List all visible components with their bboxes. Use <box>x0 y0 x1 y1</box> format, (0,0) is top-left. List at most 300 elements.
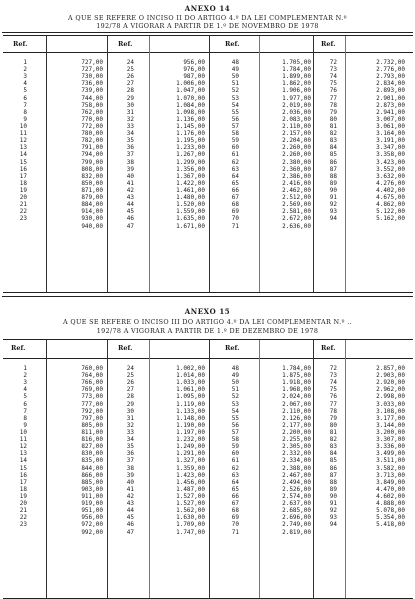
ref-number: 32 <box>126 115 134 123</box>
ref-number: 93 <box>329 514 337 522</box>
annex-15-title: ANEXO 15 <box>184 307 231 316</box>
annex-14-ref-header-4: Ref. <box>321 40 336 48</box>
annex-14-refs-2 <box>109 59 134 230</box>
value-cell: 770,00 <box>81 115 103 123</box>
value-cell: 744,00 <box>81 94 103 102</box>
value-cell: 2.834,00 <box>376 80 405 88</box>
ref-number: 12 <box>19 443 27 451</box>
value-cell: 2.637,00 <box>282 500 311 508</box>
value-cell: 1.671,00 <box>176 222 205 230</box>
value-cell: 1.233,00 <box>176 144 205 152</box>
ref-number: 62 <box>231 464 239 472</box>
ref-number: 15 <box>19 464 27 472</box>
ref-number: 22 <box>19 208 27 216</box>
value-cell: 2.793,00 <box>376 73 405 81</box>
ref-number: 47 <box>126 528 134 536</box>
annex-14-col-divider <box>259 36 260 292</box>
ref-number: 28 <box>126 87 134 95</box>
value-cell: 3.007,00 <box>376 115 405 123</box>
annex-14-ref-header-1: Ref. <box>13 40 28 48</box>
value-cell: 2.685,00 <box>282 507 311 515</box>
annex-15-col-divider <box>313 340 314 598</box>
ref-number: 78 <box>329 407 337 415</box>
value-cell: 2.901,00 <box>376 94 405 102</box>
value-cell: 3.632,00 <box>376 172 405 180</box>
value-cell: 811,00 <box>81 428 103 436</box>
ref-number: 41 <box>126 179 134 187</box>
value-cell: 956,00 <box>183 59 205 66</box>
ref-number: 28 <box>126 393 134 401</box>
ref-number: 49 <box>231 372 239 380</box>
value-cell: 3.033,00 <box>376 400 405 408</box>
ref-number: 48 <box>231 59 239 66</box>
annex-15-top-rule <box>2 296 413 297</box>
value-cell: 2.569,00 <box>282 201 311 209</box>
value-cell: 791,00 <box>81 144 103 152</box>
ref-number: 52 <box>231 393 239 401</box>
ref-number: 10 <box>19 428 27 436</box>
ref-number: 60 <box>231 144 239 152</box>
value-cell: 919,00 <box>81 500 103 508</box>
value-cell: 1.747,00 <box>176 528 205 536</box>
ref-number: 80 <box>329 421 337 429</box>
ref-number: 59 <box>231 443 239 451</box>
ref-number: 83 <box>329 137 337 145</box>
ref-number: 74 <box>329 73 337 81</box>
value-cell: 2.019,00 <box>282 101 311 109</box>
value-cell: 1.359,00 <box>176 464 205 472</box>
ref-number: 66 <box>231 186 239 194</box>
ref-number: 51 <box>231 386 239 394</box>
ref-number: 65 <box>231 179 239 187</box>
ref-number: 66 <box>231 492 239 500</box>
value-cell: 2.903,00 <box>376 372 405 380</box>
value-cell: 2.332,00 <box>282 450 311 458</box>
value-cell: 3.336,00 <box>376 443 405 451</box>
ref-number: 38 <box>126 158 134 166</box>
ref-number: 42 <box>126 492 134 500</box>
value-cell: 1.133,00 <box>176 407 205 415</box>
value-cell: 1.875,00 <box>282 372 311 380</box>
ref-number: 56 <box>231 115 239 123</box>
ref-number: 67 <box>231 194 239 202</box>
ref-number: 19 <box>19 186 27 194</box>
annex-15-ref-header-1: Ref. <box>11 344 26 352</box>
value-cell: 2.260,00 <box>282 144 311 152</box>
ref-number: 20 <box>19 500 27 508</box>
ref-number: 78 <box>329 101 337 109</box>
annex-14-values-2 <box>151 59 205 230</box>
value-cell: 1.968,00 <box>282 386 311 394</box>
value-cell: 3.347,00 <box>376 144 405 152</box>
ref-number: 45 <box>126 514 134 522</box>
ref-number: 19 <box>19 492 27 500</box>
ref-number: 83 <box>329 443 337 451</box>
value-cell: 1.367,00 <box>176 172 205 180</box>
value-cell: 903,00 <box>81 485 103 493</box>
ref-number: 75 <box>329 386 337 394</box>
ref-number: 58 <box>231 436 239 444</box>
value-cell: 835,00 <box>81 457 103 465</box>
ref-number: 90 <box>329 492 337 500</box>
value-cell: 1.095,00 <box>176 393 205 401</box>
ref-number: 80 <box>329 115 337 123</box>
ref-number: 13 <box>19 144 27 152</box>
ref-number: 14 <box>19 151 27 159</box>
value-cell: 1.630,00 <box>176 514 205 522</box>
annex-15-values-3 <box>261 365 311 536</box>
ref-number: 3 <box>23 73 27 81</box>
value-cell: 5.122,00 <box>376 208 405 216</box>
ref-number: 62 <box>231 158 239 166</box>
value-cell: 2.024,00 <box>282 393 311 401</box>
ref-number: 41 <box>126 485 134 493</box>
ref-number: 61 <box>231 151 239 159</box>
ref-number: 92 <box>329 201 337 209</box>
value-cell: 1.267,00 <box>176 151 205 159</box>
ref-number: 89 <box>329 485 337 493</box>
value-cell: 4.888,00 <box>376 500 405 508</box>
value-cell: 2.067,00 <box>282 400 311 408</box>
annex-15-ref-header-2: Ref. <box>118 344 133 352</box>
value-cell: 3.582,00 <box>376 464 405 472</box>
ref-number: 4 <box>23 386 27 394</box>
ref-number: 33 <box>126 428 134 436</box>
ref-number: 7 <box>23 407 27 415</box>
value-cell: 2.467,00 <box>282 471 311 479</box>
ref-number: 88 <box>329 478 337 486</box>
annex-15-col-divider <box>345 340 346 598</box>
ref-number: 44 <box>126 201 134 209</box>
value-cell: 2.581,00 <box>282 208 311 216</box>
value-cell: 956,00 <box>81 514 103 522</box>
value-cell: 727,00 <box>81 59 103 66</box>
ref-number: 25 <box>126 372 134 380</box>
value-cell: 1.562,00 <box>176 507 205 515</box>
ref-number: 23 <box>19 521 27 529</box>
ref-number: 14 <box>19 457 27 465</box>
value-cell: 2.255,00 <box>282 436 311 444</box>
value-cell: 2.962,00 <box>376 386 405 394</box>
value-cell: 1.527,00 <box>176 500 205 508</box>
ref-number: 31 <box>126 108 134 116</box>
ref-number: 91 <box>329 194 337 202</box>
ref-number: 36 <box>126 450 134 458</box>
value-cell: 1.784,00 <box>282 365 311 372</box>
ref-number: 23 <box>19 215 27 223</box>
ref-number: 71 <box>231 222 239 230</box>
value-cell: 2.574,00 <box>282 492 311 500</box>
value-cell: 940,00 <box>81 222 103 230</box>
value-cell: 739,00 <box>81 87 103 95</box>
ref-number: 35 <box>126 137 134 145</box>
annex-15-values-2 <box>151 365 205 536</box>
value-cell: 844,00 <box>81 464 103 472</box>
value-cell: 1.487,00 <box>176 485 205 493</box>
ref-number: 26 <box>126 379 134 387</box>
value-cell: 4.675,00 <box>376 194 405 202</box>
ref-number: 68 <box>231 507 239 515</box>
ref-number: 77 <box>329 94 337 102</box>
value-cell: 830,00 <box>81 450 103 458</box>
ref-number: 36 <box>126 144 134 152</box>
annex-15-table <box>3 339 413 599</box>
ref-number: 69 <box>231 208 239 216</box>
ref-number: 10 <box>19 122 27 130</box>
value-cell: 2.110,00 <box>282 407 311 415</box>
ref-number: 70 <box>231 215 239 223</box>
value-cell: 760,00 <box>81 365 103 372</box>
ref-number: 65 <box>231 485 239 493</box>
ref-number: 55 <box>231 108 239 116</box>
value-cell: 1.356,00 <box>176 165 205 173</box>
value-cell: 2.920,00 <box>376 379 405 387</box>
value-cell: 2.893,00 <box>376 87 405 95</box>
value-cell: 2.380,00 <box>282 158 311 166</box>
value-cell: 1.977,00 <box>282 94 311 102</box>
value-cell: 951,00 <box>81 507 103 515</box>
ref-number: 63 <box>231 165 239 173</box>
value-cell: 3.061,00 <box>376 122 405 130</box>
ref-number: 45 <box>126 208 134 216</box>
ref-number: 90 <box>329 186 337 194</box>
ref-number: 76 <box>329 87 337 95</box>
ref-number: 54 <box>231 407 239 415</box>
ref-number: 53 <box>231 400 239 408</box>
value-cell: 2.260,00 <box>282 151 311 159</box>
annex-15-col-divider <box>149 340 150 598</box>
ref-number: 26 <box>126 73 134 81</box>
ref-number: 2 <box>23 66 27 74</box>
ref-number: 5 <box>23 87 27 95</box>
value-cell: 1.145,00 <box>176 122 205 130</box>
value-cell: 808,00 <box>81 165 103 173</box>
value-cell: 1.098,00 <box>176 108 205 116</box>
value-cell: 1.176,00 <box>176 130 205 138</box>
ref-number: 64 <box>231 478 239 486</box>
value-cell: 1.002,00 <box>176 365 205 372</box>
ref-number: 38 <box>126 464 134 472</box>
value-cell: 884,00 <box>81 201 103 209</box>
value-cell: 1.520,00 <box>176 201 205 209</box>
ref-number: 74 <box>329 379 337 387</box>
value-cell: 3.307,00 <box>376 436 405 444</box>
ref-number: 44 <box>126 507 134 515</box>
ref-number: 8 <box>23 414 27 422</box>
annex-15-refs-4 <box>315 365 337 529</box>
value-cell: 4.602,00 <box>376 492 405 500</box>
annex-14-values-1 <box>49 59 103 230</box>
value-cell: 4.470,00 <box>376 485 405 493</box>
ref-number: 56 <box>231 421 239 429</box>
ref-number: 81 <box>329 428 337 436</box>
value-cell: 772,00 <box>81 122 103 130</box>
ref-number: 50 <box>231 73 239 81</box>
ref-number: 54 <box>231 101 239 109</box>
value-cell: 1.527,00 <box>176 492 205 500</box>
value-cell: 2.672,00 <box>282 215 311 223</box>
ref-number: 27 <box>126 80 134 88</box>
value-cell: 3.423,00 <box>376 158 405 166</box>
ref-number: 87 <box>329 165 337 173</box>
annex-14-col-divider <box>313 36 314 292</box>
value-cell: 1.784,00 <box>282 66 311 74</box>
ref-number: 91 <box>329 500 337 508</box>
annex-14-col-divider <box>46 36 47 292</box>
annex-14-col-divider <box>149 36 150 292</box>
ref-number: 67 <box>231 500 239 508</box>
ref-number: 57 <box>231 122 239 130</box>
value-cell: 1.047,00 <box>176 87 205 95</box>
annex-15-refs-3 <box>211 365 239 536</box>
annex-14-top-rule <box>2 32 413 33</box>
ref-number: 52 <box>231 87 239 95</box>
ref-number: 87 <box>329 471 337 479</box>
value-cell: 1.480,00 <box>176 194 205 202</box>
value-cell: 5.162,00 <box>376 215 405 223</box>
ref-number: 1 <box>23 59 27 66</box>
ref-number: 11 <box>19 436 27 444</box>
ref-number: 12 <box>19 137 27 145</box>
ref-number: 37 <box>126 457 134 465</box>
value-cell: 1.014,00 <box>176 372 205 380</box>
ref-number: 84 <box>329 144 337 152</box>
ref-number: 77 <box>329 400 337 408</box>
ref-number: 92 <box>329 507 337 515</box>
value-cell: 4.402,00 <box>376 186 405 194</box>
ref-number: 17 <box>19 172 27 180</box>
ref-number: 51 <box>231 80 239 88</box>
value-cell: 1.033,00 <box>176 379 205 387</box>
value-cell: 2.819,00 <box>282 528 311 536</box>
ref-number: 72 <box>329 59 337 66</box>
value-cell: 3.177,00 <box>376 414 405 422</box>
value-cell: 2.776,00 <box>376 66 405 74</box>
value-cell: 987,00 <box>183 73 205 81</box>
value-cell: 930,00 <box>81 215 103 223</box>
value-cell: 1.136,00 <box>176 115 205 123</box>
value-cell: 1.918,00 <box>282 379 311 387</box>
ref-number: 75 <box>329 80 337 88</box>
value-cell: 879,00 <box>81 194 103 202</box>
value-cell: 5.418,00 <box>376 521 405 529</box>
annex-15-ref-header-3: Ref. <box>225 344 240 352</box>
value-cell: 782,00 <box>81 137 103 145</box>
annex-15-heading-line1: A QUE SE REFERE O INCISO III DO ARTIGO 4.º DA LEI COMPLEMENTAR N.º .. <box>63 318 352 326</box>
ref-number: 8 <box>23 108 27 116</box>
ref-number: 29 <box>126 400 134 408</box>
annex-14-refs-3 <box>211 59 239 230</box>
value-cell: 2.083,00 <box>282 115 311 123</box>
ref-number: 68 <box>231 201 239 209</box>
ref-number: 39 <box>126 165 134 173</box>
value-cell: 3.713,00 <box>376 471 405 479</box>
ref-number: 59 <box>231 137 239 145</box>
ref-number: 29 <box>126 94 134 102</box>
ref-number: 37 <box>126 151 134 159</box>
value-cell: 5.354,00 <box>376 514 405 522</box>
value-cell: 1.119,00 <box>176 400 205 408</box>
ref-number: 5 <box>23 393 27 401</box>
ref-number: 16 <box>19 165 27 173</box>
ref-number: 43 <box>126 194 134 202</box>
value-cell: 2.526,00 <box>282 485 311 493</box>
value-cell: 976,00 <box>183 66 205 74</box>
value-cell: 3.191,00 <box>376 137 405 145</box>
value-cell: 2.873,00 <box>376 101 405 109</box>
annex-14-table-header <box>3 36 413 53</box>
value-cell: 3.200,00 <box>376 428 405 436</box>
ref-number: 48 <box>231 365 239 372</box>
value-cell: 3.108,00 <box>376 407 405 415</box>
ref-number: 85 <box>329 457 337 465</box>
value-cell: 762,00 <box>81 108 103 116</box>
value-cell: 1.084,00 <box>176 101 205 109</box>
ref-number: 22 <box>19 514 27 522</box>
value-cell: 1.705,00 <box>282 59 311 66</box>
value-cell: 1.195,00 <box>176 137 205 145</box>
annex-15-col-divider <box>209 340 210 598</box>
value-cell: 1.559,00 <box>176 208 205 216</box>
ref-number: 6 <box>23 400 27 408</box>
ref-number: 16 <box>19 471 27 479</box>
value-cell: 2.305,00 <box>282 443 311 451</box>
annex-14-ref-header-3: Ref. <box>225 40 240 48</box>
ref-number: 18 <box>19 485 27 493</box>
value-cell: 1.232,00 <box>176 436 205 444</box>
value-cell: 1.461,00 <box>176 186 205 194</box>
ref-number: 46 <box>126 521 134 529</box>
value-cell: 2.334,00 <box>282 457 311 465</box>
ref-number: 86 <box>329 158 337 166</box>
value-cell: 3.849,00 <box>376 478 405 486</box>
ref-number: 32 <box>126 421 134 429</box>
ref-number: 49 <box>231 66 239 74</box>
ref-number: 2 <box>23 372 27 380</box>
value-cell: 2.200,00 <box>282 428 311 436</box>
value-cell: 727,00 <box>81 66 103 74</box>
ref-number: 73 <box>329 66 337 74</box>
annex-14-refs-1 <box>5 59 27 223</box>
value-cell: 3.144,00 <box>376 421 405 429</box>
value-cell: 2.636,00 <box>282 222 311 230</box>
ref-number: 79 <box>329 108 337 116</box>
value-cell: 1.299,00 <box>176 158 205 166</box>
ref-number: 43 <box>126 500 134 508</box>
value-cell: 730,00 <box>81 73 103 81</box>
annex-15-ref-header-4: Ref. <box>321 344 336 352</box>
annex-15-col-divider <box>107 340 108 598</box>
ref-number: 57 <box>231 428 239 436</box>
value-cell: 2.696,00 <box>282 514 311 522</box>
value-cell: 773,00 <box>81 393 103 401</box>
value-cell: 2.732,00 <box>376 59 405 66</box>
ref-number: 69 <box>231 514 239 522</box>
ref-number: 24 <box>126 365 134 372</box>
ref-number: 60 <box>231 450 239 458</box>
ref-number: 11 <box>19 130 27 138</box>
value-cell: 2.126,00 <box>282 414 311 422</box>
value-cell: 4.862,00 <box>376 201 405 209</box>
ref-number: 58 <box>231 130 239 138</box>
ref-number: 50 <box>231 379 239 387</box>
value-cell: 1.709,00 <box>176 521 205 529</box>
value-cell: 850,00 <box>81 179 103 187</box>
value-cell: 1.327,00 <box>176 457 205 465</box>
value-cell: 794,00 <box>81 151 103 159</box>
annex-14-values-4 <box>347 59 405 223</box>
ref-number: 31 <box>126 414 134 422</box>
